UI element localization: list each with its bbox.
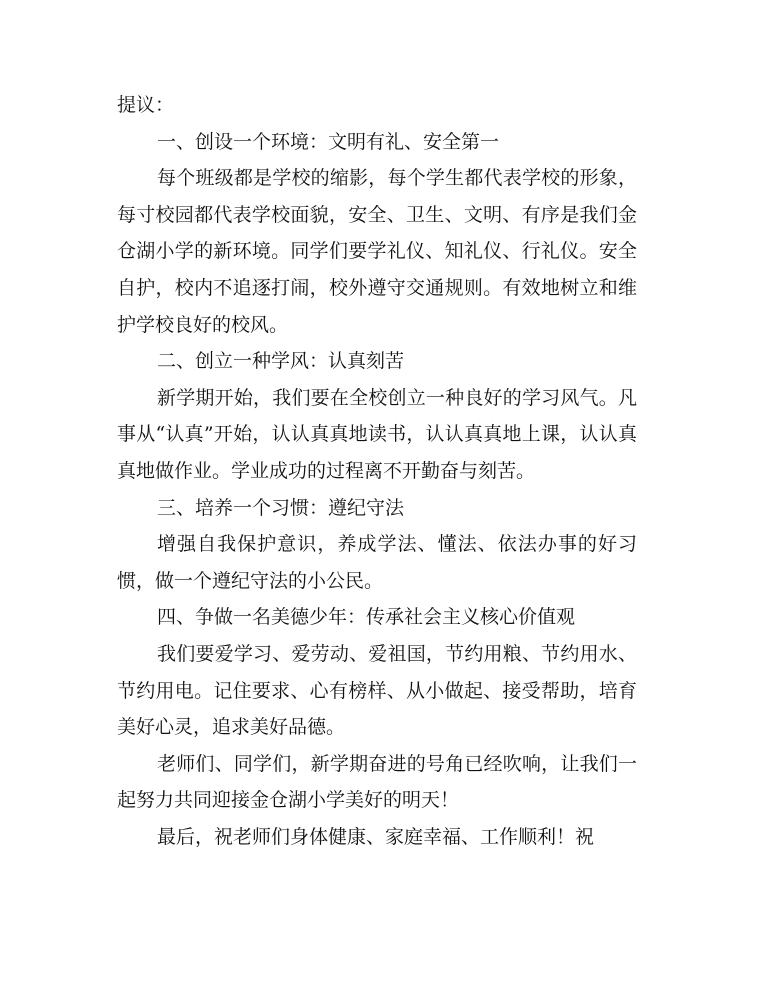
section-heading-2: 二、创立一种学风：认真刻苦 [157,350,405,373]
paragraph-proposal-heading: 提议： [117,94,175,116]
paragraph-4: 我们要爱学习、爱劳动、爱祖国，节约用粮、节约用水、节约用电。记住要求、心有榜样、从小做起、接受帮助，培育美好心灵，追求美好品德。 [117,642,637,739]
section-heading-4: 四、争做一名美德少年：传承社会主义核心价值观 [157,606,576,629]
paragraph-6: 最后，祝老师们身体健康、家庭幸福、工作顺利！祝 [157,825,595,848]
section-heading-3: 三、培养一个习惯：遵纪守法 [157,496,405,519]
paragraph-2: 新学期开始，我们要在全校创立一种良好的学习风气。凡事从“认真”开始，认认真真地读书，认认真真地上课，认认真真地做作业。学业成功的过程离不开勤奋与刻苦。 [117,386,637,482]
paragraph-1: 每个班级都是学校的缩影，每个学生都代表学校的形象，每寸校园都代表学校面貌，安全、卫生、文明、有序是我们金仓湖小学的新环境。同学们要学礼仪、知礼仪、行礼仪。安全自护，校内不追逐打闹，校外遵守交通规则。有效地树立和维护学校良好的校风。 [117,167,637,336]
paragraph-3: 增强自我保护意识，养成学法、懂法、依法办事的好习惯，做一个遵纪守法的小公民。 [117,533,637,592]
section-heading-1: 一、创设一个环境：文明有礼、安全第一 [157,130,500,153]
paragraph-5: 老师们、同学们，新学期奋进的号角已经吹响，让我们一起努力共同迎接金仓湖小学美好的明天！ [117,752,637,812]
document-body [117,87,637,855]
